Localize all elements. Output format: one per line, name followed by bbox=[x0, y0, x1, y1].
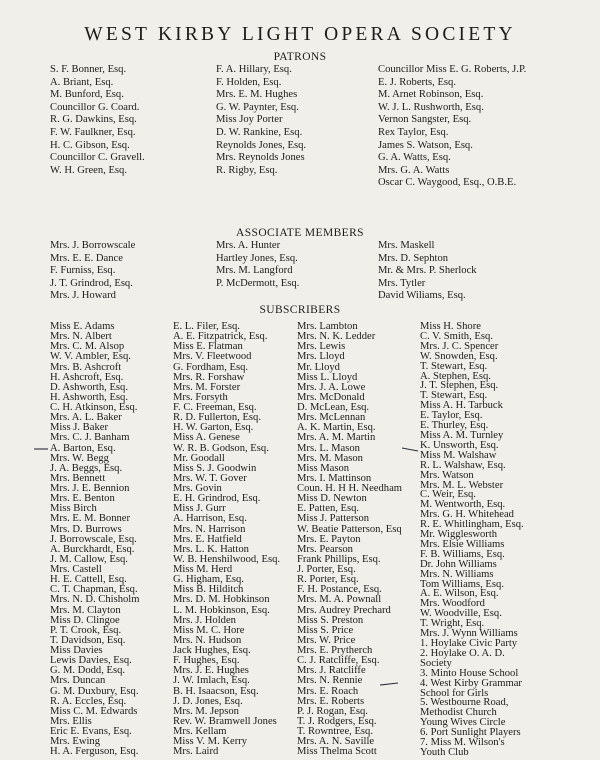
list-item: Miss Mason bbox=[297, 462, 350, 474]
list-item: Mrs. Elsie Williams bbox=[420, 538, 505, 550]
list-item: G. A. Watts, Esq. bbox=[378, 152, 451, 164]
list-item: Mrs. Ellis bbox=[50, 715, 92, 727]
list-item: R. G. Dawkins, Esq. bbox=[50, 114, 137, 126]
list-item: H. W. Garton, Esq. bbox=[173, 422, 254, 434]
list-item: Mr. Lloyd bbox=[297, 361, 340, 373]
list-item: W. B. Henshilwood, Esq. bbox=[173, 553, 281, 565]
list-item: Mrs. G. A. Watts bbox=[378, 164, 450, 176]
list-item: Mrs. Forsyth bbox=[173, 391, 228, 403]
list-item: Mrs. Pearson bbox=[297, 543, 353, 555]
list-item: Mrs. N. Rennie bbox=[297, 675, 363, 687]
list-item: Mrs. N. Williams bbox=[420, 568, 494, 580]
list-item: Miss S. Price bbox=[297, 624, 354, 636]
list-item: P. McDermott, Esq. bbox=[216, 277, 300, 289]
list-item: P. T. Crook, Esq. bbox=[50, 624, 122, 636]
list-item: David Wiliams, Esq. bbox=[378, 290, 466, 302]
list-item: H. A. Ferguson, Esq. bbox=[50, 746, 139, 758]
list-item: Mrs. Lloyd bbox=[297, 351, 345, 363]
list-item: 3. Minto House School bbox=[420, 667, 519, 679]
list-item: Mr. Goodall bbox=[173, 452, 225, 464]
list-item: Mrs. J. E. Bennion bbox=[50, 483, 130, 494]
list-item: Mrs. M. L. Webster bbox=[420, 479, 504, 491]
list-item: Frank Phillips, Esq. bbox=[297, 553, 381, 565]
list-item: W. Woodville, Esq. bbox=[420, 608, 502, 620]
list-item: A. K. Martin, Esq. bbox=[297, 422, 376, 434]
list-item: T. Stewart, Esq. bbox=[420, 390, 488, 402]
list-item: Mrs. M. Jepson bbox=[173, 705, 239, 717]
list-item: C. V. Smith, Esq. bbox=[420, 330, 493, 342]
list-item: Miss H. Shore bbox=[420, 321, 481, 332]
list-item: Mrs. E. Prytherch bbox=[297, 645, 373, 656]
subscribers-column-1 bbox=[50, 322, 139, 757]
list-item: 2. Hoylake O. A. D. bbox=[420, 647, 505, 659]
subscribers-column-2 bbox=[173, 322, 280, 757]
list-item: Mr. Wigglesworth bbox=[420, 529, 498, 541]
list-item: T. Wright, Esq. bbox=[420, 618, 485, 630]
list-item: Miss M. C. Hore bbox=[173, 624, 245, 636]
list-item: Mrs. Maskell bbox=[378, 240, 435, 251]
list-item: Mrs. N. Albert bbox=[50, 331, 112, 343]
list-item: Mrs. C. J. Banham bbox=[50, 432, 130, 444]
list-item: Miss M. Herd bbox=[173, 564, 233, 575]
list-item: Miss C. M. Edwards bbox=[50, 705, 138, 717]
list-item: Mrs. N. Harrison bbox=[173, 523, 246, 535]
list-item: Councillor C. Gravell. bbox=[50, 152, 145, 164]
list-item: F. Hughes, Esq. bbox=[173, 655, 240, 667]
list-item: G. M. Duxbury, Esq. bbox=[50, 685, 139, 697]
list-item: Mrs. A. Hunter bbox=[216, 240, 281, 251]
list-item: Mrs. Reynolds Jones bbox=[216, 152, 305, 164]
list-item: Councillor Miss E. G. Roberts, J.P. bbox=[378, 64, 527, 75]
associate-members-column-3 bbox=[378, 240, 477, 303]
list-item: F. H. Postance, Esq. bbox=[297, 584, 382, 596]
list-item: Miss Thelma Scott bbox=[297, 746, 377, 758]
patrons-column-3 bbox=[378, 64, 526, 190]
list-item: Jack Hughes, Esq. bbox=[173, 645, 251, 656]
list-item: J. Borrowscale, Esq. bbox=[50, 533, 137, 545]
list-item: Youth Club bbox=[420, 746, 469, 758]
list-item: J. A. Beggs, Esq. bbox=[50, 462, 123, 474]
list-item: F. Furniss, Esq. bbox=[50, 265, 116, 277]
list-item: Mrs. E. Benton bbox=[50, 493, 115, 505]
list-item: W. V. Ambler, Esq. bbox=[50, 351, 131, 363]
associate-members-column-1 bbox=[50, 240, 135, 303]
list-item: Mrs. J. C. Spencer bbox=[420, 340, 499, 352]
list-item: Mrs. M. A. Pownall bbox=[297, 594, 382, 606]
list-item: A. Barton, Esq. bbox=[50, 442, 116, 454]
list-item: Mrs. Lambton bbox=[297, 321, 358, 332]
list-item: Mrs. L. K. Hatton bbox=[173, 543, 249, 555]
list-item: Society bbox=[420, 657, 452, 669]
list-item: T. Stewart, Esq. bbox=[420, 360, 488, 372]
list-item: Mrs. D. Sephton bbox=[378, 252, 449, 264]
list-item: Mrs. Bennett bbox=[50, 472, 106, 484]
list-item: E. Taylor, Esq. bbox=[420, 410, 483, 422]
list-item: Vernon Sangster, Esq. bbox=[378, 114, 472, 126]
list-item: Mrs. Duncan bbox=[50, 675, 106, 687]
list-item: Miss Davies bbox=[50, 645, 103, 656]
list-item: R. A. Eccles, Esq. bbox=[50, 695, 127, 707]
list-item: E. J. Roberts, Esq. bbox=[378, 76, 456, 88]
list-item: Reynolds Jones, Esq. bbox=[216, 139, 307, 151]
list-item: G. W. Paynter, Esq. bbox=[216, 101, 299, 113]
list-item: 5. Westbourne Road, bbox=[420, 697, 509, 709]
list-item: R. E. Whitlingham, Esq. bbox=[420, 519, 524, 531]
list-item: H. E. Cattell, Esq. bbox=[50, 574, 127, 586]
list-item: A. Harrison, Esq. bbox=[173, 513, 247, 525]
list-item: Mrs. Laird bbox=[173, 746, 219, 758]
list-item: Miss S. J. Goodwin bbox=[173, 462, 257, 474]
list-item: M. Bunford, Esq. bbox=[50, 89, 124, 101]
list-item: A. Stephen, Esq. bbox=[420, 370, 491, 382]
list-item: F. Holden, Esq. bbox=[216, 76, 282, 88]
list-item: Mrs. J. A. Lowe bbox=[297, 381, 366, 393]
list-item: Mrs. N. D. Chisholm bbox=[50, 594, 140, 606]
list-item: M. Arnet Robinson, Esq. bbox=[378, 89, 484, 101]
list-item: Mrs. A. M. Martin bbox=[297, 432, 376, 444]
list-item: Mrs. W. Price bbox=[297, 634, 356, 646]
list-item: Eric E. Evans, Esq. bbox=[50, 726, 132, 737]
list-item: Mrs. E. M. Hughes bbox=[216, 89, 298, 101]
list-item: Miss L. Lloyd bbox=[297, 371, 358, 383]
list-item: Miss E. Flatman bbox=[173, 341, 243, 353]
list-item: W. R. B. Godson, Esq. bbox=[173, 442, 269, 454]
list-item: J. T. Stephen, Esq. bbox=[420, 380, 499, 392]
list-item: D. McLean, Esq. bbox=[297, 402, 370, 413]
list-item: Mrs. N. Hudson bbox=[173, 634, 242, 646]
list-item: 7. Miss M. Wilson's bbox=[420, 737, 505, 749]
list-item: Young Wives Circle bbox=[420, 717, 506, 729]
list-item: Tom Williams, Esq. bbox=[420, 578, 504, 590]
list-item: Mrs. Tytler bbox=[378, 277, 426, 289]
list-item: Mrs. McLennan bbox=[297, 412, 366, 424]
list-item: Miss S. Preston bbox=[297, 614, 364, 626]
list-item: Mrs. E. Hatfield bbox=[173, 533, 242, 545]
list-item: Mrs. Govin bbox=[173, 483, 222, 494]
list-item: A. E. Fitzpatrick, Esq. bbox=[173, 331, 268, 343]
list-item: Mr. & Mrs. P. Sherlock bbox=[378, 265, 477, 277]
list-item: Mrs. E. Roach bbox=[297, 685, 359, 697]
list-item: Mrs. R. Forshaw bbox=[173, 371, 245, 383]
list-item: Mrs. M. Mason bbox=[297, 452, 363, 464]
list-item: L. M. Hobkinson, Esq. bbox=[173, 604, 270, 616]
list-item: P. J. Rogan, Esq. bbox=[297, 705, 368, 717]
list-item: Mrs. E. E. Dance bbox=[50, 252, 123, 264]
list-item: T. J. Rodgers, Esq. bbox=[297, 715, 377, 727]
list-item: Mrs. Castell bbox=[50, 564, 102, 575]
list-item: J. T. Grindrod, Esq. bbox=[50, 277, 133, 289]
list-item: G. Higham, Esq. bbox=[173, 574, 244, 586]
list-item: J. Porter, Esq. bbox=[297, 564, 356, 575]
list-item: D. Ashworth, Esq. bbox=[50, 381, 128, 393]
list-item: R. L. Walshaw, Esq. bbox=[420, 459, 506, 471]
associate-members-heading: ASSOCIATE MEMBERS bbox=[236, 227, 364, 239]
list-item: Mrs. Ewing bbox=[50, 736, 101, 748]
list-item: Miss M. Walshaw bbox=[420, 449, 497, 461]
list-item: Rex Taylor, Esq. bbox=[378, 126, 449, 138]
list-item: W. Snowden, Esq. bbox=[420, 350, 498, 362]
list-item: Mrs. W. Begg bbox=[50, 452, 109, 464]
list-item: Mrs. W. T. Gover bbox=[173, 472, 247, 484]
list-item: E. Patten, Esq. bbox=[297, 503, 360, 515]
list-item: Mrs. G. H. Whitehead bbox=[420, 509, 514, 521]
list-item: Mrs. I. Mattinson bbox=[297, 472, 372, 484]
list-item: F. B. Williams, Esq. bbox=[420, 548, 505, 560]
list-item: Mrs. J. Howard bbox=[50, 290, 116, 302]
list-item: Mrs. N. K. Ledder bbox=[297, 331, 376, 343]
list-item: Mrs. A. N. Saville bbox=[297, 736, 375, 748]
list-item: E. Thurley, Esq. bbox=[420, 420, 489, 432]
list-item: Miss A. Genese bbox=[173, 432, 240, 444]
list-item: Methodist Church bbox=[420, 707, 497, 719]
list-item: W. J. L. Rushworth, Esq. bbox=[378, 101, 484, 113]
list-item: Miss D. Clingoe bbox=[50, 614, 120, 626]
list-item: G. M. Dodd, Esq. bbox=[50, 665, 126, 677]
list-item: Councillor G. Coard. bbox=[50, 101, 140, 113]
list-item: Miss A. H. Tarbuck bbox=[420, 400, 503, 412]
list-item: F. C. Freeman, Esq. bbox=[173, 402, 257, 413]
list-item: B. H. Isaacson, Esq. bbox=[173, 685, 259, 697]
list-item: Coun. H. H H. Needham bbox=[297, 483, 403, 494]
list-item: 4. West Kirby Grammar bbox=[420, 677, 522, 689]
list-item: Rev. W. Bramwell Jones bbox=[173, 715, 277, 727]
list-item: Mrs. Kellam bbox=[173, 726, 227, 737]
list-item: J. W. Imlach, Esq. bbox=[173, 675, 250, 687]
subscribers-heading: SUBSCRIBERS bbox=[259, 304, 341, 316]
list-item: E. L. Filer, Esq. bbox=[173, 321, 240, 332]
list-item: M. Wentworth, Esq. bbox=[420, 499, 506, 511]
page-title: WEST KIRBY LIGHT OPERA SOCIETY bbox=[84, 24, 516, 45]
list-item: E. H. Grindrod, Esq. bbox=[173, 493, 261, 505]
subscribers-column-4 bbox=[420, 322, 524, 758]
associate-members-column-2 bbox=[216, 240, 299, 290]
list-item: Miss V. M. Kerry bbox=[173, 736, 248, 748]
list-item: School for Girls bbox=[420, 687, 489, 699]
list-item: Mrs. M. Clayton bbox=[50, 604, 121, 616]
list-item: Mrs. M. Forster bbox=[173, 381, 241, 393]
list-item: Mrs. E. M. Bonner bbox=[50, 513, 131, 525]
list-item: G. Fordham, Esq. bbox=[173, 361, 249, 373]
list-item: D. W. Rankine, Esq. bbox=[216, 126, 303, 138]
list-item: H. Ashcroft, Esq. bbox=[50, 371, 124, 383]
list-item: W. H. Green, Esq. bbox=[50, 164, 127, 176]
list-item: C. Weir, Esq. bbox=[420, 489, 476, 501]
list-item: Mrs. C. M. Alsop bbox=[50, 341, 125, 353]
list-item: J. M. Callow, Esq. bbox=[50, 553, 128, 565]
list-item: H. C. Gibson, Esq. bbox=[50, 139, 130, 151]
list-item: Miss Joy Porter bbox=[216, 114, 283, 126]
list-item: Miss J. Gurr bbox=[173, 503, 226, 515]
list-item: Mrs. V. Fleetwood bbox=[173, 351, 252, 363]
list-item: Mrs. J. Ratcliffe bbox=[297, 665, 366, 677]
list-item: James S. Watson, Esq. bbox=[378, 139, 473, 151]
list-item: R. Rigby, Esq. bbox=[216, 164, 278, 176]
list-item: Oscar C. Waygood, Esq., O.B.E. bbox=[378, 177, 517, 189]
list-item: Miss J. Patterson bbox=[297, 513, 370, 525]
list-item: C. J. Ratcliffe, Esq. bbox=[297, 655, 380, 667]
list-item: J. D. Jones, Esq. bbox=[173, 695, 243, 707]
list-item: Mrs. Woodford bbox=[420, 598, 485, 610]
list-item: 6. Port Sunlight Players bbox=[420, 727, 521, 739]
list-item: Mrs. A. L. Baker bbox=[50, 412, 122, 424]
list-item: R. Porter, Esq. bbox=[297, 574, 359, 586]
list-item: 1. Hoylake Civic Party bbox=[420, 638, 518, 649]
list-item: Mrs. D. Burrows bbox=[50, 523, 122, 535]
list-item: Mrs. B. Ashcroft bbox=[50, 361, 122, 373]
list-item: Mrs. E. Roberts bbox=[297, 695, 365, 707]
subscribers-column-3 bbox=[297, 322, 402, 757]
list-item: Miss A. M. Turnley bbox=[420, 429, 504, 441]
list-item: Miss B. Hilditch bbox=[173, 584, 244, 596]
list-item: A. Briant, Esq. bbox=[50, 76, 114, 88]
list-item: Lewis Davies, Esq. bbox=[50, 655, 132, 667]
list-item: Mrs. E. Payton bbox=[297, 533, 361, 545]
list-item: F. W. Faulkner, Esq. bbox=[50, 126, 136, 138]
list-item: W. Beatie Patterson, Esq bbox=[297, 523, 402, 535]
list-item: Mrs. McDonald bbox=[297, 391, 365, 403]
list-item: C. T. Chapman, Esq. bbox=[50, 584, 138, 596]
list-item: Mrs. L. Mason bbox=[297, 442, 360, 454]
list-item: H. Ashworth, Esq. bbox=[50, 391, 128, 403]
list-item: Mrs. J. Holden bbox=[173, 614, 236, 626]
list-item: Mrs. Lewis bbox=[297, 341, 346, 353]
list-item: A. Burckhardt, Esq. bbox=[50, 543, 135, 555]
list-item: T. Rowntree, Esq. bbox=[297, 726, 374, 737]
list-item: Hartley Jones, Esq. bbox=[216, 252, 298, 264]
list-item: Miss D. Newton bbox=[297, 493, 367, 505]
list-item: Mrs. Audrey Prechard bbox=[297, 604, 391, 616]
list-item: K. Unsworth, Esq. bbox=[420, 439, 499, 451]
list-item: Miss E. Adams bbox=[50, 321, 115, 332]
list-item: Mrs. J. Wynn Williams bbox=[420, 628, 518, 640]
list-item: Miss Birch bbox=[50, 503, 97, 515]
list-item: Miss J. Baker bbox=[50, 422, 108, 434]
list-item: R. D. Fullerton, Esq. bbox=[173, 412, 261, 424]
list-item: S. F. Bonner, Esq. bbox=[50, 64, 127, 75]
list-item: Mrs. J. E. Hughes bbox=[173, 665, 249, 677]
list-item: Mrs. Watson bbox=[420, 469, 474, 481]
patrons-column-2 bbox=[216, 64, 306, 177]
list-item: C. H. Atkinson, Esq. bbox=[50, 402, 138, 413]
patrons-heading: PATRONS bbox=[273, 51, 327, 63]
list-item: Mrs. M. Langford bbox=[216, 265, 293, 277]
list-item: Mrs. D. M. Hobkinson bbox=[173, 594, 270, 606]
list-item: F. A. Hillary, Esq. bbox=[216, 64, 292, 75]
list-item: A. E. Wilson, Esq. bbox=[420, 588, 499, 600]
list-item: T. Davidson, Esq. bbox=[50, 634, 126, 646]
patrons-column-1 bbox=[50, 64, 145, 177]
list-item: Dr. John Williams bbox=[420, 558, 497, 570]
list-item: Mrs. J. Borrowscale bbox=[50, 240, 136, 251]
